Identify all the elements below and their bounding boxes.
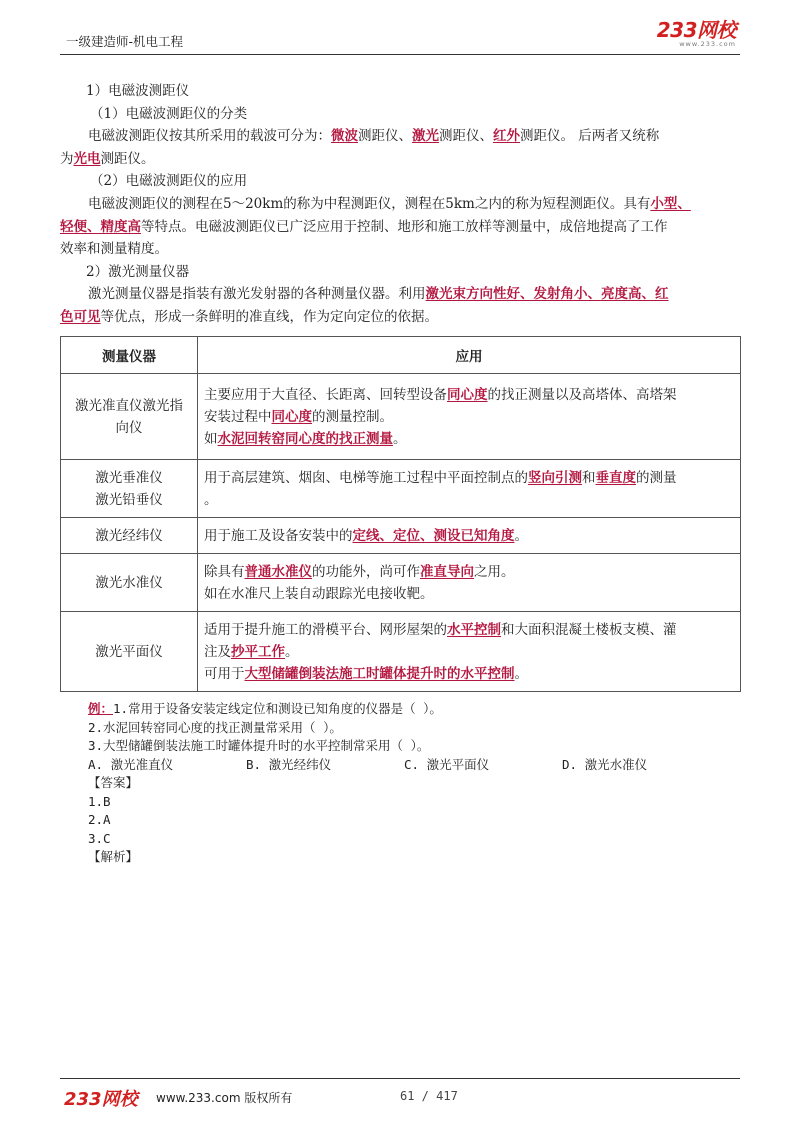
page-number: 61 / 417 [400, 1089, 458, 1103]
text-span: 和 [582, 469, 596, 486]
question: 2.水泥回转窑同心度的找正测量常采用（ ）。 [88, 719, 342, 735]
question [88, 700, 738, 719]
keyword: 大型储罐倒装法施工时罐体提升时的水平控制 [244, 665, 515, 682]
text-span: 适用于提升施工的滑模平台、网形屋架的 [204, 621, 447, 638]
logo-url: www.233.com [679, 40, 736, 48]
text-span: 用于施工及设备安装中的 [204, 527, 353, 544]
paragraph [88, 193, 738, 216]
instrument-application [198, 460, 741, 518]
paragraph [88, 283, 738, 306]
text-span: 为 [60, 150, 74, 167]
header-title: 一级建造师-机电工程 [66, 34, 184, 49]
text-span: 的功能外，尚可作 [312, 563, 420, 580]
instrument-name-line: 激光铅垂仪 [95, 491, 163, 508]
keyword: 竖向引测 [528, 469, 582, 486]
subsection-heading: （1）电磁波测距仪的分类 [90, 105, 248, 122]
text-span: 的测量 [636, 469, 677, 486]
logo-text: 233网校 [656, 18, 736, 42]
paragraph-continued [60, 306, 738, 329]
instrument-name: 激光平面仪 [61, 612, 198, 692]
text-span: 注及 [204, 643, 231, 660]
instrument-name-line: 激光垂准仪 [95, 469, 163, 486]
text-span: 和大面积混凝土楼板支模、灌 [501, 621, 677, 638]
table-row [61, 554, 741, 612]
keyword: 垂直度 [595, 469, 636, 486]
keyword: 同心度 [271, 408, 312, 425]
paragraph-continued [60, 216, 738, 239]
instrument-name [61, 374, 198, 460]
option-a: A. 激光准直仪 [88, 756, 174, 772]
footer-copyright: www.233.com 版权所有 [156, 1091, 293, 1105]
subsection-heading: （2）电磁波测距仪的应用 [90, 173, 248, 190]
question: 3.大型储罐倒装法施工时罐体提升时的水平控制常采用（ ）。 [88, 738, 430, 753]
text-span: 。 [204, 491, 218, 508]
keyword: 光电 [73, 150, 101, 167]
instrument-application [198, 612, 741, 692]
text-span: 如 [204, 430, 218, 447]
keyword: 微波 [331, 128, 358, 145]
page-footer [60, 1078, 740, 1110]
instrument-table [60, 336, 741, 692]
section-heading: 2）激光测量仪器 [86, 263, 190, 280]
text-span: 测距仪。 [100, 150, 155, 167]
example-label: 例： [88, 701, 114, 716]
text-span: 电磁波测距仪的测程在5～20km的称为中程测距仪，测程在5km之内的称为短程测距仪。具有 [88, 195, 651, 212]
option-c: C. 激光平面仪 [404, 756, 490, 772]
instrument-application [198, 554, 741, 612]
table-row [61, 460, 741, 518]
text-span: 的找正测量以及高塔体、高塔架 [487, 386, 677, 403]
table-row [61, 518, 741, 554]
analysis-label: 【解析】 [88, 849, 139, 864]
keyword: 抄平工作 [231, 643, 285, 660]
document-body [60, 80, 738, 329]
instrument-application [198, 374, 741, 460]
text-span: 。 [393, 430, 407, 447]
example-block [88, 700, 738, 867]
keyword: 红外 [493, 128, 520, 145]
keyword: 激光束方向性好、发射角小、亮度高、红 [425, 286, 669, 303]
text-span: 电磁波测距仪按其所采用的载波可分为： [88, 128, 331, 145]
page-header [60, 18, 740, 55]
instrument-name-line: 激光准直仪激光指 [75, 397, 183, 414]
keyword: 准直导向 [420, 563, 474, 580]
option-d: D. 激光水准仪 [562, 756, 648, 772]
question-text: 1.常用于设备安装定线定位和测设已知角度的仪器是（ ）。 [113, 701, 442, 716]
answer: 2.A [88, 812, 111, 827]
instrument-name: 激光水准仪 [61, 554, 198, 612]
text-span: 主要应用于大直径、长距离、回转型设备 [204, 386, 447, 403]
text-span: 。 [514, 665, 528, 682]
text-span: 如在水准尺上装自动跟踪光电接收靶。 [204, 585, 434, 602]
instrument-application [198, 518, 741, 554]
text-span: 除具有 [204, 563, 245, 580]
brand-logo[interactable] [657, 20, 736, 48]
instrument-name [61, 460, 198, 518]
keyword: 色可见 [60, 308, 101, 325]
keyword: 水泥回转窑同心度的找正测量 [217, 430, 393, 447]
text-span: 等优点，形成一条鲜明的准直线，作为定向定位的依据。 [100, 308, 438, 325]
text-span: 。 [285, 643, 299, 660]
text-span: 之用。 [474, 563, 515, 580]
column-header: 测量仪器 [61, 337, 198, 374]
paragraph [88, 125, 738, 148]
table-row [61, 374, 741, 460]
keyword: 定线、定位、测设已知角度 [352, 527, 515, 544]
footer-logo[interactable]: 233网校 [64, 1089, 138, 1110]
paragraph-continued [60, 148, 738, 171]
instrument-name: 激光经纬仪 [61, 518, 198, 554]
text-span: 测距仪、 [358, 128, 412, 145]
keyword: 轻便、精度高 [60, 218, 141, 235]
section-heading: 1）电磁波测距仪 [86, 83, 190, 99]
text-span: 的测量控制。 [312, 408, 393, 425]
answer-label: 【答案】 [88, 775, 139, 790]
keyword: 普通水准仪 [244, 563, 312, 580]
column-header: 应用 [198, 337, 741, 374]
text-span: 测距仪。 后两者又统称 [520, 128, 660, 145]
text-span: 等特点。电磁波测距仪已广泛应用于控制、地形和施工放样等测量中，成倍地提高了工作 [141, 218, 668, 235]
text-span: 安装过程中 [204, 408, 272, 425]
paragraph-continued: 效率和测量精度。 [60, 241, 168, 258]
text-span: 测距仪、 [439, 128, 493, 145]
table-header-row [61, 337, 741, 374]
answer: 1.B [88, 793, 111, 809]
table-row [61, 612, 741, 692]
keyword: 小型、 [650, 195, 691, 212]
text-span: 。 [514, 527, 528, 544]
keyword: 同心度 [447, 386, 488, 403]
options [88, 756, 738, 775]
text-span: 可用于 [204, 665, 245, 682]
keyword: 水平控制 [447, 621, 501, 638]
text-span: 用于高层建筑、烟囱、电梯等施工过程中平面控制点的 [204, 469, 528, 486]
keyword: 激光 [412, 128, 439, 145]
instrument-name-line: 向仪 [115, 419, 143, 436]
answer: 3.C [88, 830, 111, 846]
option-b: B. 激光经纬仪 [246, 756, 332, 772]
text-span: 激光测量仪器是指装有激光发射器的各种测量仪器。利用 [88, 286, 426, 303]
